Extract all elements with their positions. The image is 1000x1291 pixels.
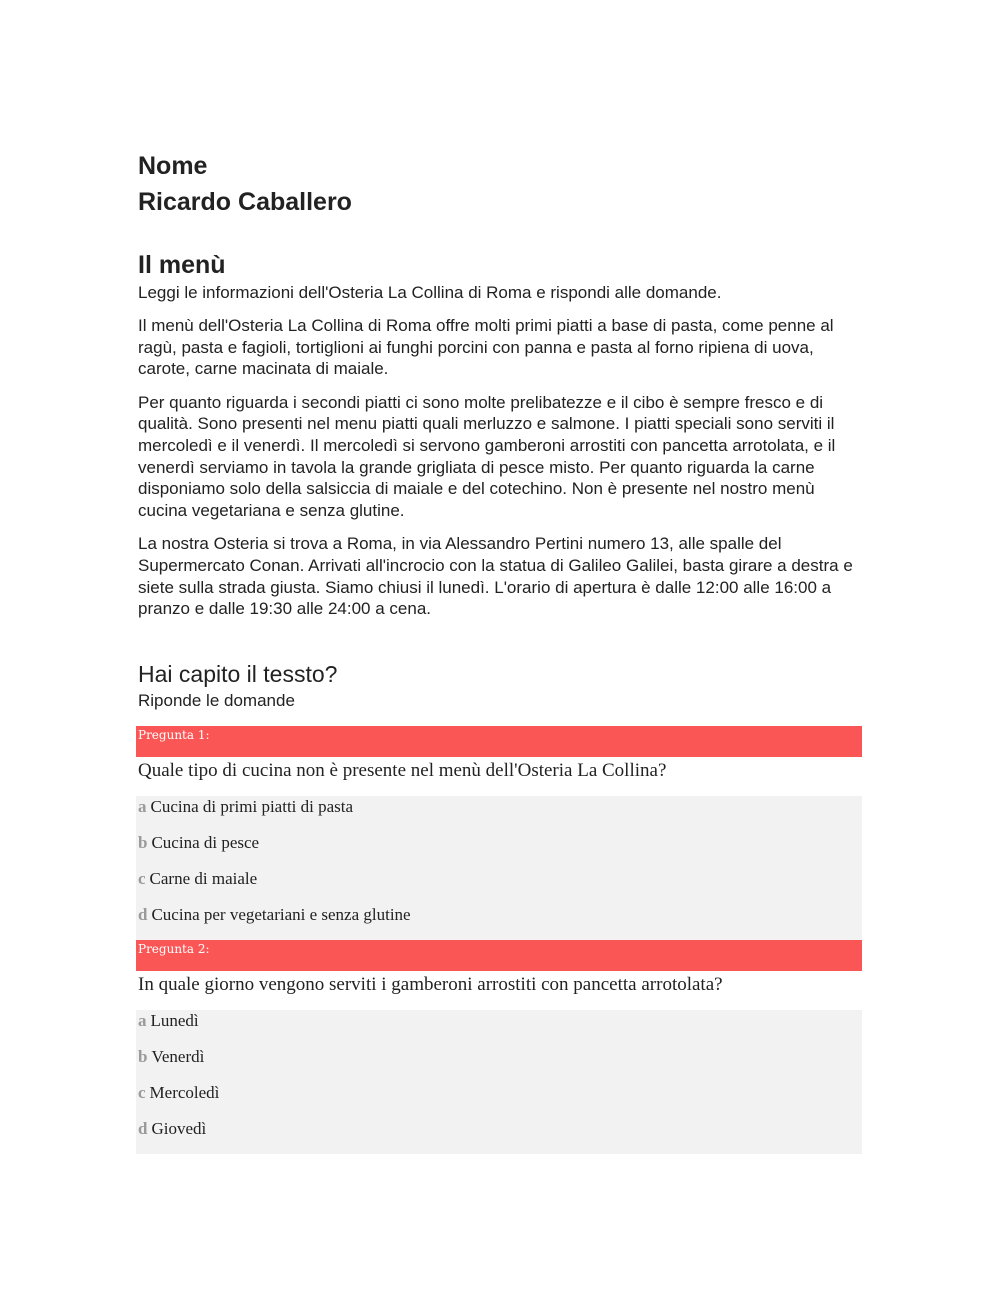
option-text: Mercoledì [149, 1082, 220, 1102]
reading-paragraph: Per quanto riguarda i secondi piatti ci sono molte prelibatezze e il cibo è sempre fresco e di qualità. Sono presenti nel menu piatti quali merluzzo e salmone. I piatti speciali sono serviti il mercoledì e il venerdì. Il mercoledì si servono gamberoni arrostiti con pancetta arrotolata, e il venerdì serviamo in tavola la grande grigliata di pesce misto. Per quanto riguarda la carne disponiamo solo della salsiccia di maiale e del cotechino. Non è presente nel nostro menù cucina vegetariana e senza glutine. [138, 392, 836, 520]
answer-option-b[interactable] [138, 1046, 862, 1082]
name-label: Nome [138, 152, 208, 180]
option-text: Cucina per vegetariani e senza glutine [151, 904, 411, 924]
option-letter: d [138, 904, 148, 924]
question-label-bar: Pregunta 1: [136, 726, 862, 757]
reading-title: Il menù [138, 251, 226, 279]
option-letter: d [138, 1118, 148, 1138]
answer-options [136, 1010, 862, 1154]
reading-paragraph: Il menù dell'Osteria La Collina di Roma offre molti primi piatti a base di pasta, come penne al ragù, pasta e fagioli, tortiglioni ai funghi porcini con panna e pasta al forno ripiena di uova, carote, carne macinata di maiale. [138, 316, 834, 379]
option-text: Giovedì [151, 1118, 207, 1138]
question-block-2 [138, 940, 862, 1154]
reading-text [138, 315, 862, 620]
option-text: Cucina di pesce [151, 832, 260, 852]
option-letter: b [138, 832, 148, 852]
reading-paragraph: La nostra Osteria si trova a Roma, in via Alessandro Pertini numero 13, alle spalle del Supermercato Conan. Arrivati all'incrocio con la statua di Galileo Galilei, basta girare a destra e siete sulla strada giusta. Siamo chiusi il lunedì. L'orario di apertura è dalle 12:00 alle 16:00 a pranzo e dalle 19:30 alle 24:00 a cena. [138, 534, 853, 619]
answer-options [136, 796, 862, 940]
student-name: Ricardo Caballero [138, 188, 352, 216]
option-letter: a [138, 1010, 147, 1030]
question-text: Quale tipo di cucina non è presente nel menù dell'Osteria La Collina? [138, 759, 667, 781]
option-letter: c [138, 1082, 146, 1102]
answer-option-d[interactable] [138, 1118, 862, 1154]
answer-option-a[interactable] [138, 1010, 862, 1046]
answer-option-c[interactable] [138, 1082, 862, 1118]
answer-option-a[interactable] [138, 796, 862, 832]
worksheet [138, 148, 862, 1154]
quiz-title: Hai capito il tessto? [138, 660, 338, 687]
question-label-bar: Pregunta 2: [136, 940, 862, 971]
option-text: Venerdì [151, 1046, 205, 1066]
reading-instructions: Leggi le informazioni dell'Osteria La Collina di Roma e rispondi alle domande. [138, 283, 722, 302]
option-letter: c [138, 868, 146, 888]
answer-option-b[interactable] [138, 832, 862, 868]
answer-option-c[interactable] [138, 868, 862, 904]
student-heading [138, 148, 862, 220]
quiz-instruction: Riponde le domande [138, 690, 295, 710]
question-block-1 [138, 726, 862, 940]
option-letter: b [138, 1046, 148, 1066]
option-text: Lunedì [150, 1010, 199, 1030]
question-text: In quale giorno vengono serviti i gamberoni arrostiti con pancetta arrotolata? [138, 973, 723, 995]
option-letter: a [138, 796, 147, 816]
answer-option-d[interactable] [138, 904, 862, 940]
option-text: Cucina di primi piatti di pasta [150, 796, 354, 816]
option-text: Carne di maiale [149, 868, 258, 888]
